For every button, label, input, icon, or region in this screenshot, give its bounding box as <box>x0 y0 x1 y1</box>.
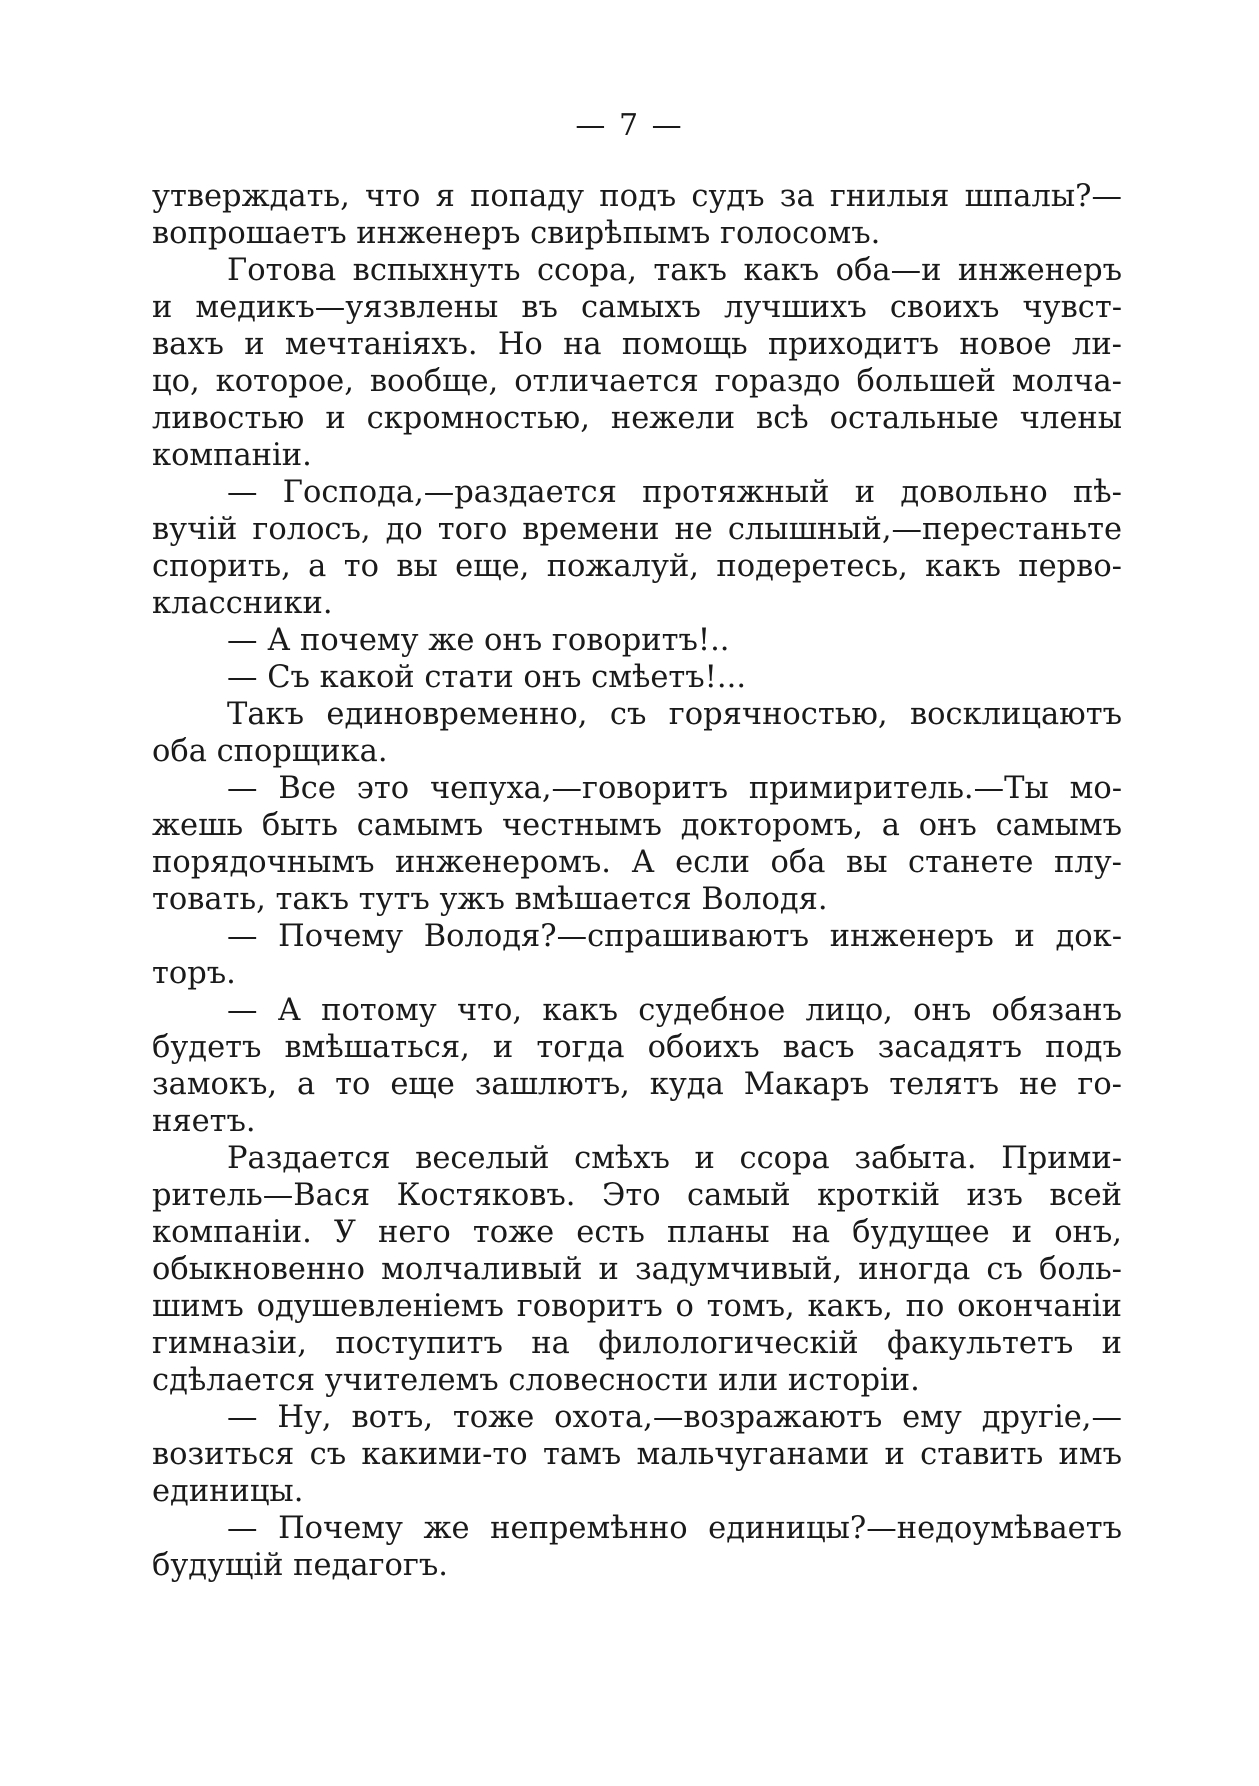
text-line: вучій голосъ, до того времени не слышный,—перестаньте <box>152 512 1122 547</box>
text-line: Раздается веселый смѣхъ и ссора забыта. Прими- <box>227 1141 1122 1176</box>
text-line: компаніи. <box>152 438 312 473</box>
text-line: — А почему же онъ говоритъ!.. <box>227 623 730 658</box>
text-line: ритель—Вася Костяковъ. Это самый кроткій изъ всей <box>152 1178 1122 1213</box>
text-line: оба спорщика. <box>152 734 388 769</box>
text-line: компаніи. У него тоже есть планы на будущее и онъ, <box>152 1215 1122 1250</box>
text-line: спорить, а то вы еще, пожалуй, подеретесь, какъ перво- <box>152 549 1122 584</box>
text-line: будущій педагогъ. <box>152 1548 448 1583</box>
text-line: будетъ вмѣшаться, и тогда обоихъ васъ засадятъ подъ <box>152 1030 1122 1065</box>
text-line: — Господа,—раздается протяжный и довольно пѣ- <box>227 475 1122 510</box>
text-line: — Все это чепуха,—говоритъ примиритель.—Ты мо- <box>227 771 1122 806</box>
text-line: — Почему же непремѣнно единицы?—недоумѣваетъ <box>227 1511 1122 1546</box>
text-line: порядочнымъ инженеромъ. А если оба вы станете плу- <box>152 845 1122 880</box>
text-line: возиться съ какими-то тамъ мальчуганами и ставить имъ <box>152 1437 1122 1472</box>
text-line: жешь быть самымъ честнымъ докторомъ, а онъ самымъ <box>152 808 1122 843</box>
text-line: замокъ, а то еще зашлютъ, куда Макаръ телятъ не го- <box>152 1067 1122 1102</box>
text-line: классники. <box>152 586 333 621</box>
text-line: единицы. <box>152 1474 304 1509</box>
text-line: няетъ. <box>152 1104 256 1139</box>
text-line: — Ну, вотъ, тоже охота,—возражаютъ ему другіе,— <box>227 1400 1122 1435</box>
text-line: обыкновенно молчаливый и задумчивый, иногда съ боль- <box>152 1252 1122 1287</box>
text-line: и медикъ—уязвлены въ самыхъ лучшихъ своихъ чувст- <box>152 290 1122 325</box>
text-line: цо, которое, вообще, отличается гораздо большей молча- <box>152 364 1122 399</box>
body-text <box>152 178 1122 1584</box>
text-line: шимъ одушевленіемъ говоритъ о томъ, какъ, по окончаніи <box>152 1289 1122 1324</box>
text-line: торъ. <box>152 956 236 991</box>
text-line: Такъ единовременно, съ горячностью, восклицаютъ <box>227 697 1122 732</box>
text-line: Готова вспыхнуть ссора, такъ какъ оба—и инженеръ <box>227 253 1122 288</box>
text-line: ливостью и скромностью, нежели всѣ остальные члены <box>152 401 1122 436</box>
text-line: — Почему Володя?—спрашиваютъ инженеръ и док- <box>227 919 1122 954</box>
text-line: вахъ и мечтаніяхъ. Но на помощь приходитъ новое ли- <box>152 327 1122 362</box>
text-line: сдѣлается учителемъ словесности или исторіи. <box>152 1363 920 1398</box>
page-number: — 7 — <box>575 108 684 143</box>
text-line: — А потому что, какъ судебное лицо, онъ обязанъ <box>227 993 1122 1028</box>
text-line: — Съ какой стати онъ смѣетъ!... <box>227 660 747 695</box>
text-line: товать, такъ тутъ ужъ вмѣшается Володя. <box>152 882 828 917</box>
text-line: гимназіи, поступитъ на филологическій факультетъ и <box>152 1326 1122 1361</box>
text-line: вопрошаетъ инженеръ свирѣпымъ голосомъ. <box>152 216 881 251</box>
text-line: утверждать, что я попаду подъ судъ за гнилыя шпалы?— <box>152 179 1122 214</box>
